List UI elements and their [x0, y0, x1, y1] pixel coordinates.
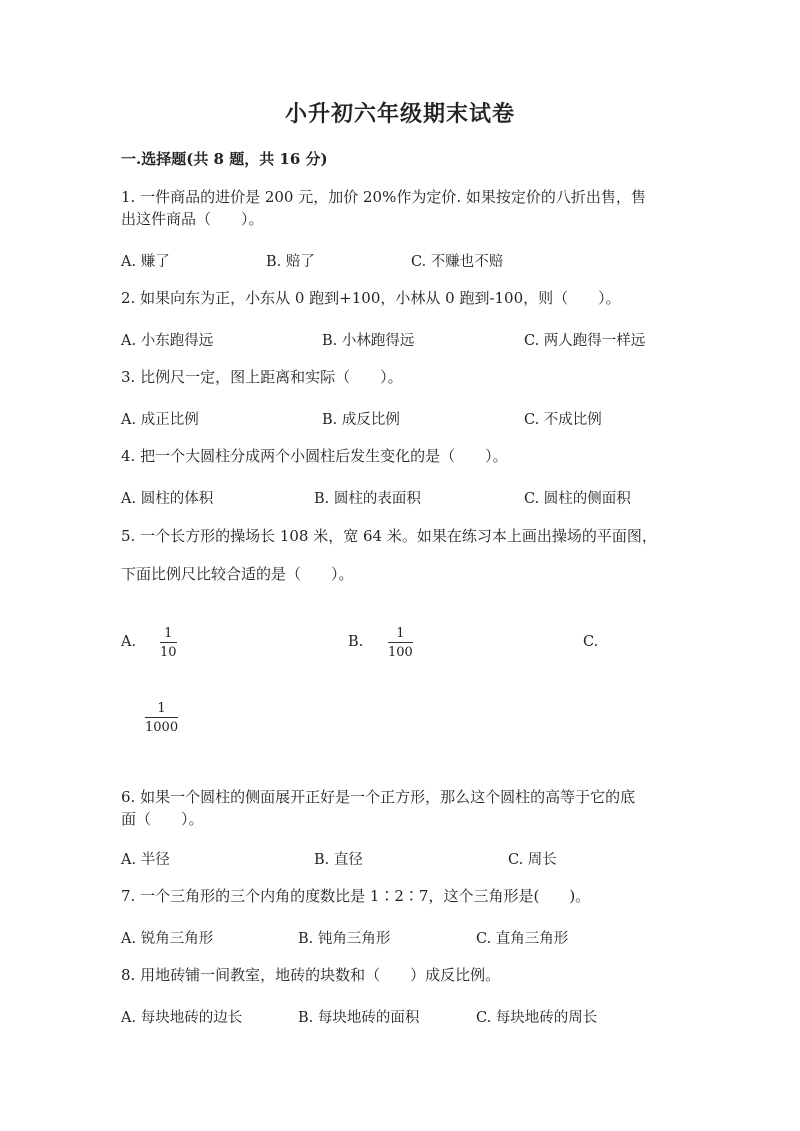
question-2-option-a: A. 小东跑得远 [121, 333, 214, 349]
question-4-option-b: B. 圆柱的表面积 [314, 491, 421, 507]
question-8-option-a: A. 每块地砖的边长 [121, 1010, 243, 1026]
question-7-option-c: C. 直角三角形 [476, 931, 569, 947]
fraction-a-numerator: 1 [164, 626, 173, 641]
question-3-text: 3. 比例尺一定，图上距离和实际（ ）。 [121, 368, 403, 386]
question-1-line-1: 1. 一件商品的进价是 200 元，加价 20%作为定价. 如果按定价的八折出售，售 [121, 188, 646, 206]
question-4-text: 4. 把一个大圆柱分成两个小圆柱后发生变化的是（ ）。 [121, 447, 508, 465]
question-8-option-c: C. 每块地砖的周长 [476, 1010, 598, 1026]
question-3-option-c: C. 不成比例 [524, 412, 602, 428]
question-1-line-2: 出这件商品（ ）。 [121, 210, 264, 228]
question-5-option-c: C. [583, 634, 599, 650]
question-7-option-b: B. 钝角三角形 [298, 931, 391, 947]
question-5-line-2: 下面比例尺比较合适的是（ ）。 [121, 565, 354, 583]
question-6-option-c: C. 周长 [508, 852, 557, 868]
question-5-fraction-b [388, 626, 413, 660]
fraction-a-denominator: 10 [160, 645, 177, 660]
section-heading: 一.选择题(共 8 题，共 16 分) [121, 150, 328, 168]
question-8-text: 8. 用地砖铺一间教室，地砖的块数和（ ）成反比例。 [121, 966, 501, 984]
question-6-line-1: 6. 如果一个圆柱的侧面展开正好是一个正方形，那么这个圆柱的高等于它的底 [121, 788, 636, 806]
question-6-option-b: B. 直径 [314, 852, 363, 868]
question-6-line-2: 面（ ）。 [121, 810, 204, 828]
fraction-b-numerator: 1 [396, 626, 405, 641]
question-8-option-b: B. 每块地砖的面积 [298, 1010, 420, 1026]
question-4-option-c: C. 圆柱的侧面积 [524, 491, 631, 507]
question-3-option-a: A. 成正比例 [121, 412, 199, 428]
page-title: 小升初六年级期末试卷 [284, 101, 515, 127]
question-2-text: 2. 如果向东为正，小东从 0 跑到+100，小林从 0 跑到-100，则（ ）。 [121, 289, 621, 307]
question-1-option-c: C. 不赚也不赔 [411, 254, 504, 270]
question-7-text: 7. 一个三角形的三个内角的度数比是 1∶2∶7，这个三角形是( )。 [121, 887, 591, 905]
fraction-c-denominator: 1000 [145, 720, 179, 735]
question-5-fraction-a [160, 626, 177, 660]
fraction-c-numerator: 1 [157, 701, 166, 716]
question-3-option-b: B. 成反比例 [322, 412, 400, 428]
fraction-b-denominator: 100 [388, 645, 413, 660]
question-5-line-1: 5. 一个长方形的操场长 108 米，宽 64 米。如果在练习本上画出操场的平面图， [121, 527, 657, 545]
question-6-option-a: A. 半径 [121, 852, 170, 868]
question-1-option-b: B. 赔了 [266, 254, 315, 270]
question-5-fraction-c [145, 701, 178, 735]
question-4-option-a: A. 圆柱的体积 [121, 491, 214, 507]
question-2-option-b: B. 小林跑得远 [322, 333, 415, 349]
question-1-option-a: A. 赚了 [121, 254, 170, 270]
question-5-option-a: A. [121, 634, 137, 650]
question-2-option-c: C. 两人跑得一样远 [524, 333, 646, 349]
question-5-option-b: B. [348, 634, 364, 650]
question-7-option-a: A. 锐角三角形 [121, 931, 214, 947]
